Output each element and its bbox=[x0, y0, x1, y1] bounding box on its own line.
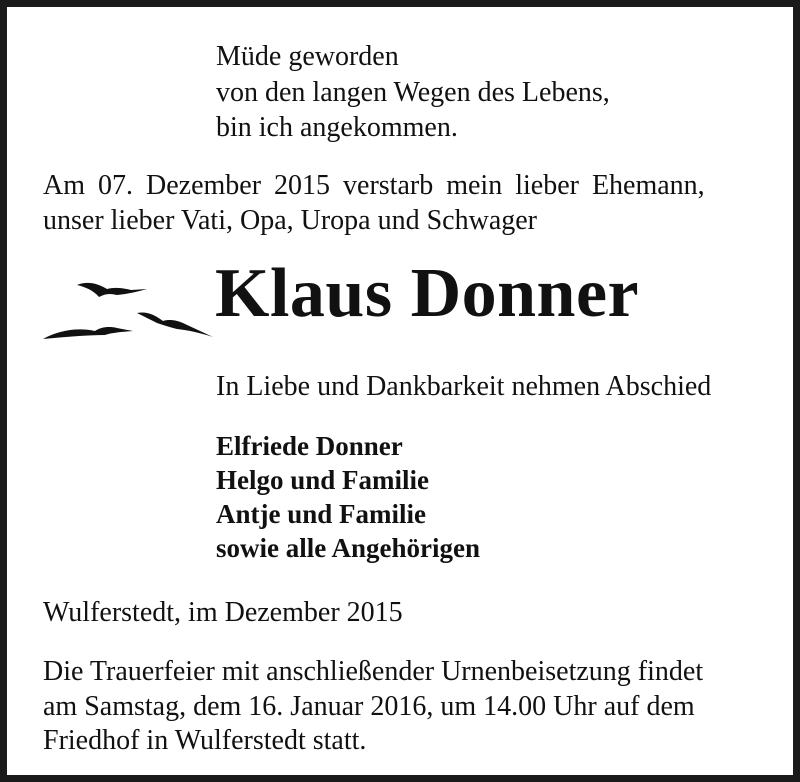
intro-line-1: Am 07. Dezember 2015 verstarb mein lieber Ehemann, bbox=[43, 170, 705, 201]
poem-line-2: von den langen Wegen des Lebens, bbox=[216, 77, 610, 108]
service-line-1: Die Trauerfeier mit anschließender Urnenbeisetzung findet bbox=[43, 656, 704, 687]
poem-line-3: bin ich angekommen. bbox=[216, 112, 458, 143]
mourner-1: Elfriede Donner bbox=[216, 431, 403, 461]
poem-line-1: Müde geworden bbox=[216, 41, 399, 72]
place-date: Wulferstedt, im Dezember 2015 bbox=[43, 597, 403, 628]
mourner-3: Antje und Familie bbox=[216, 499, 427, 529]
service-line-3: Friedhof in Wulferstedt statt. bbox=[43, 725, 367, 756]
deceased-name: Klaus Donner bbox=[215, 255, 640, 332]
farewell-text: In Liebe und Dankbarkeit nehmen Abschied bbox=[216, 371, 712, 402]
service-line-2: am Samstag, dem 16. Januar 2016, um 14.00 Uhr auf dem bbox=[43, 691, 695, 722]
intro-line-2: unser lieber Vati, Opa, Uropa und Schwager bbox=[43, 205, 538, 236]
flying-birds-icon bbox=[37, 275, 222, 353]
mourner-2: Helgo und Familie bbox=[216, 465, 430, 495]
mourner-4: sowie alle Angehörigen bbox=[216, 533, 480, 563]
